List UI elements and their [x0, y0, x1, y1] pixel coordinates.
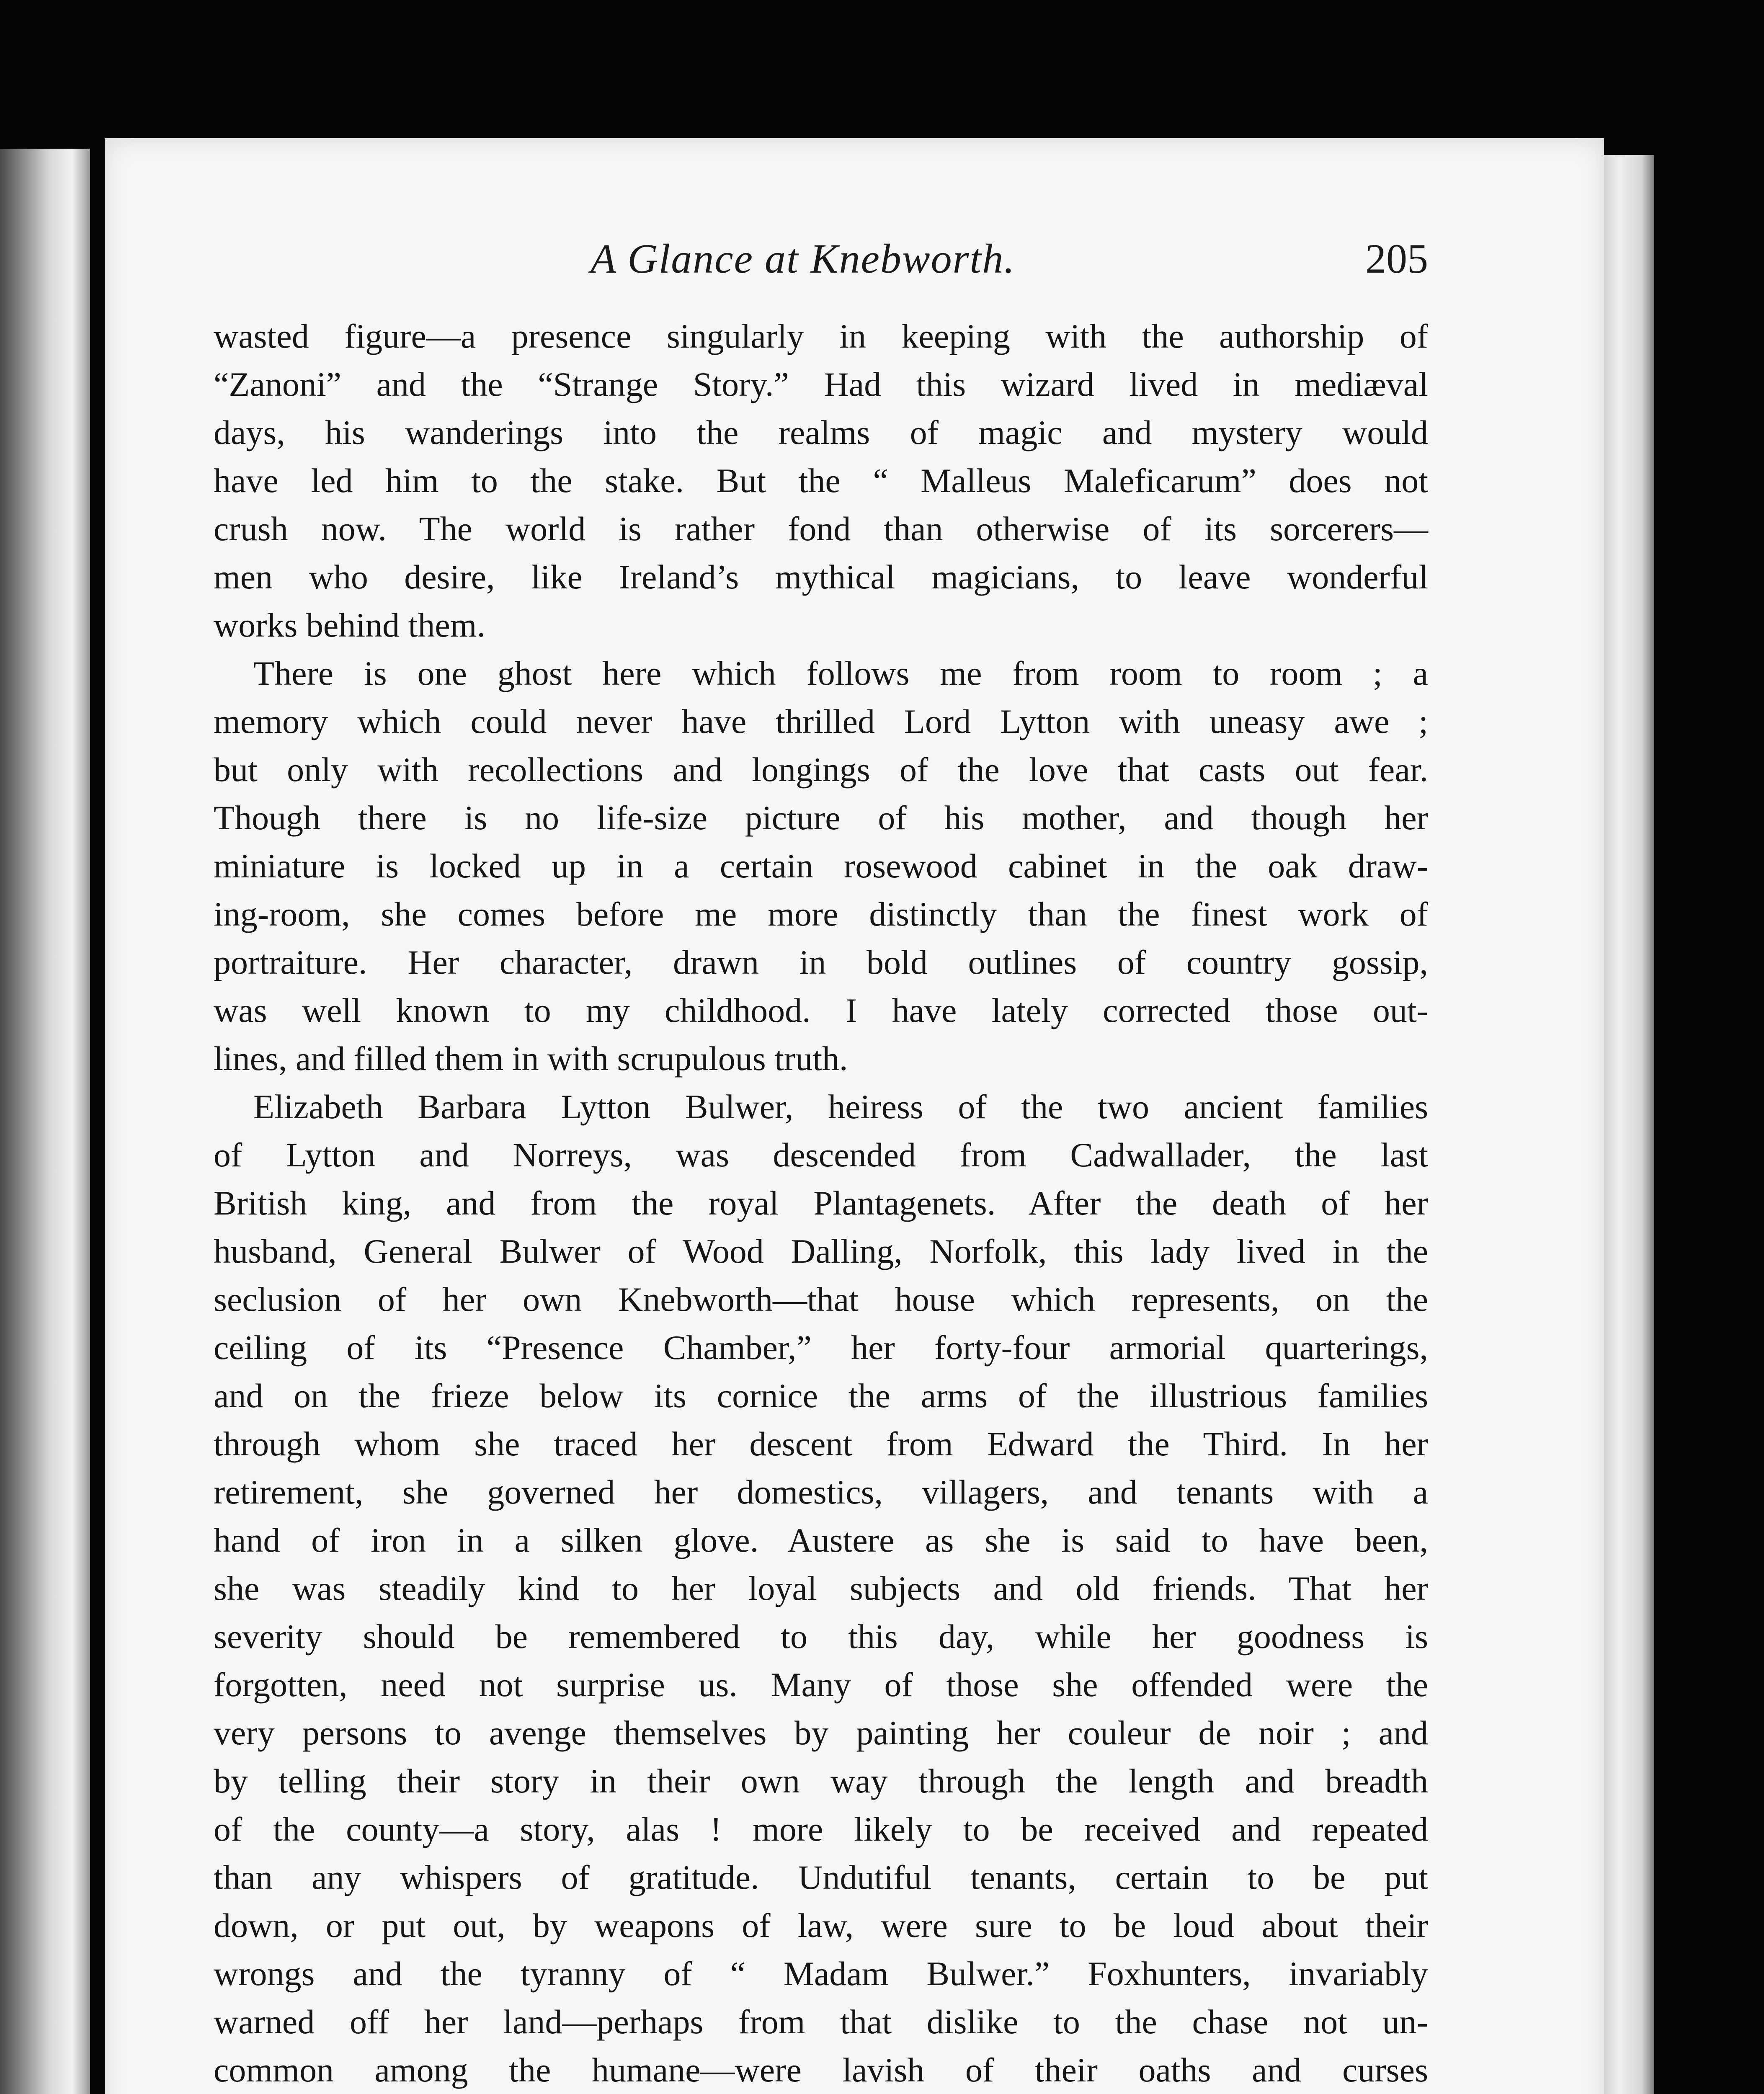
text-line: but only with recollections and longings of the love that casts out fear. [214, 750, 1428, 789]
page-number: 205 [1365, 235, 1428, 282]
body-text [214, 312, 1428, 2094]
text-line: hand of iron in a silken glove. Austere as she is said to have been, [214, 1521, 1428, 1559]
left-page-edge [0, 149, 90, 2094]
text-line: Though there is no life-size picture of his mother, and though her [214, 799, 1428, 837]
text-line: Elizabeth Barbara Lytton Bulwer, heiress of the two ancient families [253, 1088, 1428, 1126]
text-line: There is one ghost here which follows me from room to room ; a [253, 654, 1428, 692]
text-line: retirement, she governed her domestics, villagers, and tenants with a [214, 1473, 1428, 1511]
text-line: common among the humane—were lavish of their oaths and curses [214, 2051, 1428, 2089]
text-line: lines, and filled them in with scrupulous truth. [214, 1039, 848, 1078]
text-line: and on the frieze below its cornice the arms of the illustrious families [214, 1377, 1428, 1415]
text-line: men who desire, like Ireland’s mythical magicians, to leave wonderful [214, 558, 1428, 596]
text-line: have led him to the stake. But the “ Malleus Maleficarum” does not [214, 462, 1428, 500]
text-line: of Lytton and Norreys, was descended from Cadwallader, the last [214, 1136, 1428, 1174]
page-header [214, 235, 1428, 289]
text-line: seclusion of her own Knebworth—that house which represents, on the [214, 1280, 1428, 1318]
text-line: was well known to my childhood. I have lately corrected those out- [214, 991, 1428, 1029]
running-title: A Glance at Knebworth. [591, 235, 1016, 282]
text-line: wasted figure—a presence singularly in keeping with the authorship of [214, 317, 1428, 355]
text-line: warned off her land—perhaps from that dislike to the chase not un- [214, 2003, 1428, 2041]
text-line: husband, General Bulwer of Wood Dalling, Norfolk, this lady lived in the [214, 1232, 1428, 1270]
text-line: “Zanoni” and the “Strange Story.” Had this wizard lived in mediæval [214, 365, 1428, 403]
text-line: wrongs and the tyranny of “ Madam Bulwer.” Foxhunters, invariably [214, 1955, 1428, 1993]
text-line: British king, and from the royal Plantagenets. After the death of her [214, 1184, 1428, 1222]
text-line: crush now. The world is rather fond than otherwise of its sorcerers— [214, 510, 1428, 548]
text-line: than any whispers of gratitude. Undutiful tenants, certain to be put [214, 1858, 1428, 1896]
text-line: ceiling of its “Presence Chamber,” her forty-four armorial quarterings, [214, 1328, 1428, 1367]
text-line: through whom she traced her descent from Edward the Third. In her [214, 1425, 1428, 1463]
text-line: very persons to avenge themselves by painting her couleur de noir ; and [214, 1714, 1428, 1752]
text-line: works behind them. [214, 606, 486, 644]
text-line: down, or put out, by weapons of law, were sure to be loud about their [214, 1906, 1428, 1944]
text-line: by telling their story in their own way through the length and breadth [214, 1762, 1428, 1800]
text-line: days, his wanderings into the realms of magic and mystery would [214, 413, 1428, 451]
text-line: she was steadily kind to her loyal subjects and old friends. That her [214, 1569, 1428, 1607]
text-line: ing-room, she comes before me more distinctly than the finest work of [214, 895, 1428, 933]
text-line: memory which could never have thrilled Lord Lytton with uneasy awe ; [214, 702, 1428, 740]
text-line: forgotten, need not surprise us. Many of those she offended were the [214, 1666, 1428, 1704]
text-line: portraiture. Her character, drawn in bold outlines of country gossip, [214, 943, 1428, 981]
text-line: severity should be remembered to this day, while her goodness is [214, 1617, 1428, 1656]
text-line: of the county—a story, alas ! more likely to be received and repeated [214, 1810, 1428, 1848]
text-line: miniature is locked up in a certain rosewood cabinet in the oak draw- [214, 847, 1428, 885]
